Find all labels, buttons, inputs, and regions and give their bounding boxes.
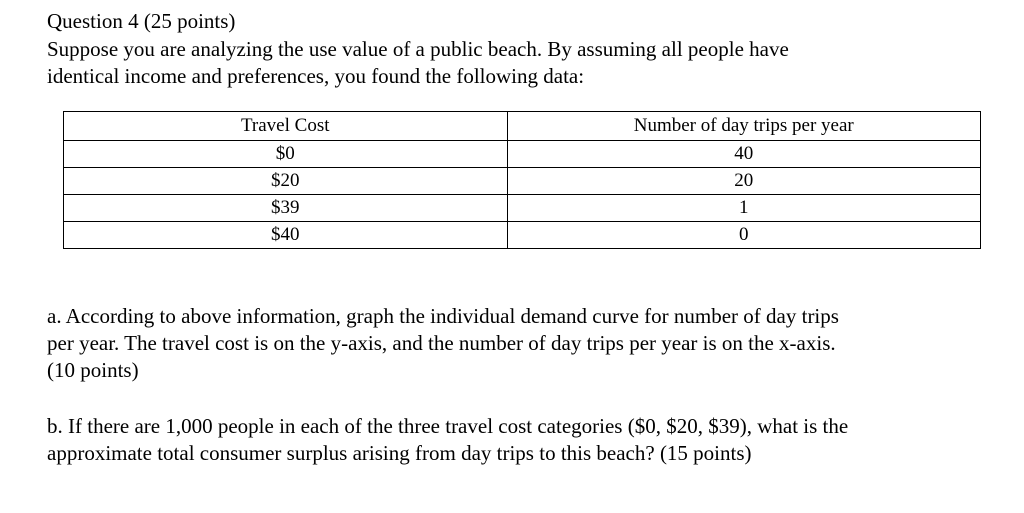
part-a — [47, 303, 977, 384]
part-a-line-2: per year. The travel cost is on the y-axis, and the number of day trips per year is on the x-axis. — [47, 331, 836, 355]
travel-cost-cell: $20 — [64, 168, 508, 195]
question-title: Question 4 (25 points) — [47, 9, 236, 33]
day-trips-cell: 1 — [507, 195, 981, 222]
part-a-line-1: a. According to above information, graph the individual demand curve for number of day trips — [47, 304, 839, 328]
table-row — [64, 222, 981, 249]
table-row — [64, 141, 981, 168]
travel-cost-cell: $0 — [64, 141, 508, 168]
day-trips-cell: 0 — [507, 222, 981, 249]
travel-cost-cell: $40 — [64, 222, 508, 249]
header-day-trips: Number of day trips per year — [507, 112, 981, 141]
question-block — [47, 8, 987, 90]
day-trips-cell: 20 — [507, 168, 981, 195]
day-trips-cell: 40 — [507, 141, 981, 168]
part-b-line-1: b. If there are 1,000 people in each of the three travel cost categories ($0, $20, $39), what is the — [47, 414, 849, 438]
part-a-line-3: (10 points) — [47, 358, 139, 382]
intro-line-2: identical income and preferences, you found the following data: — [47, 64, 585, 88]
travel-cost-table — [63, 111, 981, 249]
question-intro — [47, 36, 987, 90]
header-travel-cost: Travel Cost — [64, 112, 508, 141]
part-b — [47, 413, 977, 467]
travel-cost-cell: $39 — [64, 195, 508, 222]
table-header-row — [64, 112, 981, 141]
table-row — [64, 168, 981, 195]
table-row — [64, 195, 981, 222]
part-b-line-2: approximate total consumer surplus arising from day trips to this beach? (15 points) — [47, 441, 752, 465]
intro-line-1: Suppose you are analyzing the use value of a public beach. By assuming all people have — [47, 37, 789, 61]
